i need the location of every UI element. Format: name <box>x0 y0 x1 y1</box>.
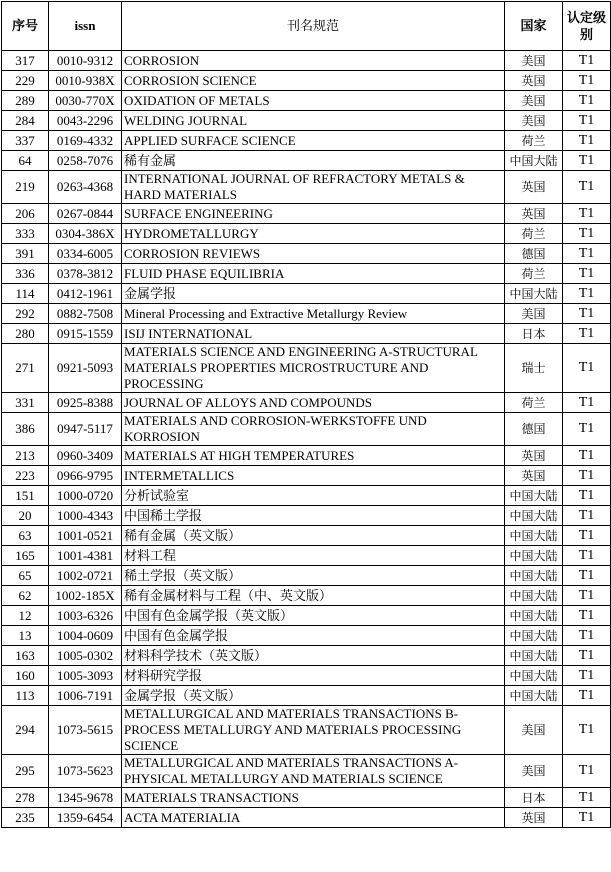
row-seq: 278 <box>2 788 49 808</box>
row-journal-name: INTERMETALLICS <box>122 466 505 486</box>
table-row <box>2 284 611 304</box>
row-level: T1 <box>563 324 611 344</box>
row-country: 英国 <box>505 808 563 828</box>
row-seq: 223 <box>2 466 49 486</box>
table-row <box>2 304 611 324</box>
row-seq: 294 <box>2 706 49 755</box>
row-level: T1 <box>563 788 611 808</box>
row-country: 荷兰 <box>505 264 563 284</box>
row-seq: 160 <box>2 666 49 686</box>
row-level: T1 <box>563 506 611 526</box>
row-journal-name: 中国有色金属学报 <box>122 626 505 646</box>
row-country: 英国 <box>505 466 563 486</box>
row-seq: 331 <box>2 393 49 413</box>
row-journal-name: APPLIED SURFACE SCIENCE <box>122 131 505 151</box>
row-level: T1 <box>563 131 611 151</box>
row-seq: 65 <box>2 566 49 586</box>
row-seq: 219 <box>2 171 49 204</box>
row-country: 中国大陆 <box>505 666 563 686</box>
row-journal-name: INTERNATIONAL JOURNAL OF REFRACTORY METALS & HARD MATERIALS <box>122 171 505 204</box>
row-country: 荷兰 <box>505 393 563 413</box>
table-row <box>2 686 611 706</box>
row-country: 荷兰 <box>505 131 563 151</box>
row-country: 德国 <box>505 244 563 264</box>
row-level: T1 <box>563 486 611 506</box>
row-issn: 0412-1961 <box>49 284 122 304</box>
row-country: 英国 <box>505 204 563 224</box>
row-country: 中国大陆 <box>505 626 563 646</box>
row-issn: 0378-3812 <box>49 264 122 284</box>
row-journal-name: MATERIALS TRANSACTIONS <box>122 788 505 808</box>
table-row <box>2 788 611 808</box>
row-country: 英国 <box>505 171 563 204</box>
row-issn: 1005-0302 <box>49 646 122 666</box>
row-issn: 1006-7191 <box>49 686 122 706</box>
row-seq: 333 <box>2 224 49 244</box>
row-seq: 114 <box>2 284 49 304</box>
row-issn: 0334-6005 <box>49 244 122 264</box>
row-journal-name: Mineral Processing and Extractive Metallurgy Review <box>122 304 505 324</box>
row-level: T1 <box>563 466 611 486</box>
row-issn: 0915-1559 <box>49 324 122 344</box>
table-body <box>2 51 611 828</box>
row-country: 中国大陆 <box>505 546 563 566</box>
row-issn: 1001-4381 <box>49 546 122 566</box>
row-seq: 295 <box>2 755 49 788</box>
table-row <box>2 151 611 171</box>
table-row <box>2 506 611 526</box>
row-journal-name: METALLURGICAL AND MATERIALS TRANSACTIONS A-PHYSICAL METALLURGY AND MATERIALS SCIENCE <box>122 755 505 788</box>
row-journal-name: 稀有金属 <box>122 151 505 171</box>
row-journal-name: 材料研究学报 <box>122 666 505 686</box>
header-row <box>2 2 611 51</box>
header-level: 认定级别 <box>563 2 611 51</box>
row-level: T1 <box>563 151 611 171</box>
row-issn: 1073-5623 <box>49 755 122 788</box>
row-seq: 13 <box>2 626 49 646</box>
row-country: 美国 <box>505 111 563 131</box>
row-issn: 1359-6454 <box>49 808 122 828</box>
row-seq: 292 <box>2 304 49 324</box>
table-row <box>2 646 611 666</box>
row-issn: 0043-2296 <box>49 111 122 131</box>
row-journal-name: FLUID PHASE EQUILIBRIA <box>122 264 505 284</box>
row-journal-name: JOURNAL OF ALLOYS AND COMPOUNDS <box>122 393 505 413</box>
row-country: 中国大陆 <box>505 526 563 546</box>
row-level: T1 <box>563 393 611 413</box>
row-level: T1 <box>563 264 611 284</box>
row-seq: 12 <box>2 606 49 626</box>
row-seq: 386 <box>2 413 49 446</box>
row-country: 德国 <box>505 413 563 446</box>
row-level: T1 <box>563 171 611 204</box>
header-journal-name: 刊名规范 <box>122 2 505 51</box>
table-row <box>2 626 611 646</box>
row-level: T1 <box>563 646 611 666</box>
row-seq: 235 <box>2 808 49 828</box>
row-seq: 337 <box>2 131 49 151</box>
header-seq: 序号 <box>2 2 49 51</box>
row-level: T1 <box>563 808 611 828</box>
row-issn: 0882-7508 <box>49 304 122 324</box>
row-level: T1 <box>563 413 611 446</box>
table-row <box>2 606 611 626</box>
table-row <box>2 566 611 586</box>
row-country: 中国大陆 <box>505 686 563 706</box>
row-journal-name: 金属学报（英文版） <box>122 686 505 706</box>
table-row <box>2 446 611 466</box>
row-level: T1 <box>563 71 611 91</box>
row-issn: 1003-6326 <box>49 606 122 626</box>
row-journal-name: 中国稀土学报 <box>122 506 505 526</box>
row-issn: 1004-0609 <box>49 626 122 646</box>
row-issn: 0267-0844 <box>49 204 122 224</box>
row-issn: 0966-9795 <box>49 466 122 486</box>
row-country: 美国 <box>505 51 563 71</box>
row-journal-name: METALLURGICAL AND MATERIALS TRANSACTIONS B-PROCESS METALLURGY AND MATERIALS PROCESSING SCIENCE <box>122 706 505 755</box>
table-row <box>2 393 611 413</box>
row-journal-name: 稀有金属材料与工程（中、英文版） <box>122 586 505 606</box>
row-level: T1 <box>563 755 611 788</box>
row-country: 日本 <box>505 324 563 344</box>
row-journal-name: CORROSION SCIENCE <box>122 71 505 91</box>
row-level: T1 <box>563 111 611 131</box>
table-row <box>2 111 611 131</box>
row-journal-name: 材料工程 <box>122 546 505 566</box>
row-country: 美国 <box>505 304 563 324</box>
row-level: T1 <box>563 666 611 686</box>
row-seq: 64 <box>2 151 49 171</box>
row-country: 瑞士 <box>505 344 563 393</box>
row-country: 中国大陆 <box>505 646 563 666</box>
row-seq: 63 <box>2 526 49 546</box>
table-row <box>2 204 611 224</box>
row-level: T1 <box>563 51 611 71</box>
header-country: 国家 <box>505 2 563 51</box>
row-seq: 289 <box>2 91 49 111</box>
row-level: T1 <box>563 546 611 566</box>
row-issn: 0947-5117 <box>49 413 122 446</box>
row-level: T1 <box>563 686 611 706</box>
row-country: 中国大陆 <box>505 566 563 586</box>
row-level: T1 <box>563 566 611 586</box>
row-journal-name: OXIDATION OF METALS <box>122 91 505 111</box>
row-country: 中国大陆 <box>505 151 563 171</box>
row-issn: 1000-0720 <box>49 486 122 506</box>
row-level: T1 <box>563 586 611 606</box>
table-row <box>2 466 611 486</box>
row-journal-name: CORROSION <box>122 51 505 71</box>
row-seq: 391 <box>2 244 49 264</box>
row-seq: 62 <box>2 586 49 606</box>
row-seq: 280 <box>2 324 49 344</box>
row-country: 英国 <box>505 71 563 91</box>
row-level: T1 <box>563 626 611 646</box>
table-row <box>2 486 611 506</box>
row-country: 中国大陆 <box>505 486 563 506</box>
row-journal-name: 中国有色金属学报（英文版） <box>122 606 505 626</box>
row-seq: 317 <box>2 51 49 71</box>
table-row <box>2 546 611 566</box>
journal-table <box>1 1 611 828</box>
row-country: 中国大陆 <box>505 284 563 304</box>
row-level: T1 <box>563 284 611 304</box>
table-row <box>2 71 611 91</box>
row-seq: 163 <box>2 646 49 666</box>
row-issn: 1000-4343 <box>49 506 122 526</box>
row-issn: 1001-0521 <box>49 526 122 546</box>
row-journal-name: 稀有金属（英文版） <box>122 526 505 546</box>
row-level: T1 <box>563 224 611 244</box>
table-row <box>2 224 611 244</box>
table-row <box>2 324 611 344</box>
row-country: 美国 <box>505 706 563 755</box>
row-country: 英国 <box>505 446 563 466</box>
row-seq: 229 <box>2 71 49 91</box>
row-issn: 0304-386X <box>49 224 122 244</box>
row-issn: 0169-4332 <box>49 131 122 151</box>
row-journal-name: 材料科学技术（英文版） <box>122 646 505 666</box>
row-issn: 0925-8388 <box>49 393 122 413</box>
row-level: T1 <box>563 304 611 324</box>
row-journal-name: 分析试验室 <box>122 486 505 506</box>
row-journal-name: SURFACE ENGINEERING <box>122 204 505 224</box>
row-journal-name: MATERIALS AND CORROSION-WERKSTOFFE UND KORROSION <box>122 413 505 446</box>
table-row <box>2 526 611 546</box>
row-level: T1 <box>563 526 611 546</box>
table-row <box>2 413 611 446</box>
row-journal-name: HYDROMETALLURGY <box>122 224 505 244</box>
row-level: T1 <box>563 204 611 224</box>
row-seq: 206 <box>2 204 49 224</box>
row-seq: 113 <box>2 686 49 706</box>
row-issn: 0030-770X <box>49 91 122 111</box>
row-issn: 0258-7076 <box>49 151 122 171</box>
row-country: 日本 <box>505 788 563 808</box>
row-issn: 1345-9678 <box>49 788 122 808</box>
table-row <box>2 808 611 828</box>
row-journal-name: 金属学报 <box>122 284 505 304</box>
row-journal-name: CORROSION REVIEWS <box>122 244 505 264</box>
table-row <box>2 244 611 264</box>
row-country: 美国 <box>505 755 563 788</box>
row-issn: 0960-3409 <box>49 446 122 466</box>
row-seq: 284 <box>2 111 49 131</box>
row-journal-name: ISIJ INTERNATIONAL <box>122 324 505 344</box>
table-row <box>2 755 611 788</box>
row-country: 中国大陆 <box>505 606 563 626</box>
row-issn: 1005-3093 <box>49 666 122 686</box>
row-country: 中国大陆 <box>505 586 563 606</box>
row-level: T1 <box>563 244 611 264</box>
row-seq: 151 <box>2 486 49 506</box>
row-seq: 336 <box>2 264 49 284</box>
row-issn: 0921-5093 <box>49 344 122 393</box>
row-level: T1 <box>563 706 611 755</box>
row-country: 荷兰 <box>505 224 563 244</box>
table-row <box>2 131 611 151</box>
table-row <box>2 51 611 71</box>
table-row <box>2 264 611 284</box>
header-issn: issn <box>49 2 122 51</box>
table-row <box>2 666 611 686</box>
row-seq: 20 <box>2 506 49 526</box>
row-issn: 0010-9312 <box>49 51 122 71</box>
row-country: 美国 <box>505 91 563 111</box>
row-country: 中国大陆 <box>505 506 563 526</box>
row-journal-name: MATERIALS SCIENCE AND ENGINEERING A-STRUCTURAL MATERIALS PROPERTIES MICROSTRUCTURE AND PROCESSING <box>122 344 505 393</box>
row-journal-name: ACTA MATERIALIA <box>122 808 505 828</box>
row-issn: 1002-0721 <box>49 566 122 586</box>
row-level: T1 <box>563 344 611 393</box>
table-row <box>2 586 611 606</box>
row-level: T1 <box>563 606 611 626</box>
row-seq: 165 <box>2 546 49 566</box>
table-row <box>2 171 611 204</box>
row-issn: 1073-5615 <box>49 706 122 755</box>
row-issn: 0010-938X <box>49 71 122 91</box>
row-seq: 213 <box>2 446 49 466</box>
row-issn: 0263-4368 <box>49 171 122 204</box>
table-row <box>2 344 611 393</box>
table-row <box>2 91 611 111</box>
row-journal-name: MATERIALS AT HIGH TEMPERATURES <box>122 446 505 466</box>
table-row <box>2 706 611 755</box>
row-level: T1 <box>563 91 611 111</box>
row-seq: 271 <box>2 344 49 393</box>
row-level: T1 <box>563 446 611 466</box>
row-journal-name: 稀土学报（英文版） <box>122 566 505 586</box>
row-journal-name: WELDING JOURNAL <box>122 111 505 131</box>
row-issn: 1002-185X <box>49 586 122 606</box>
